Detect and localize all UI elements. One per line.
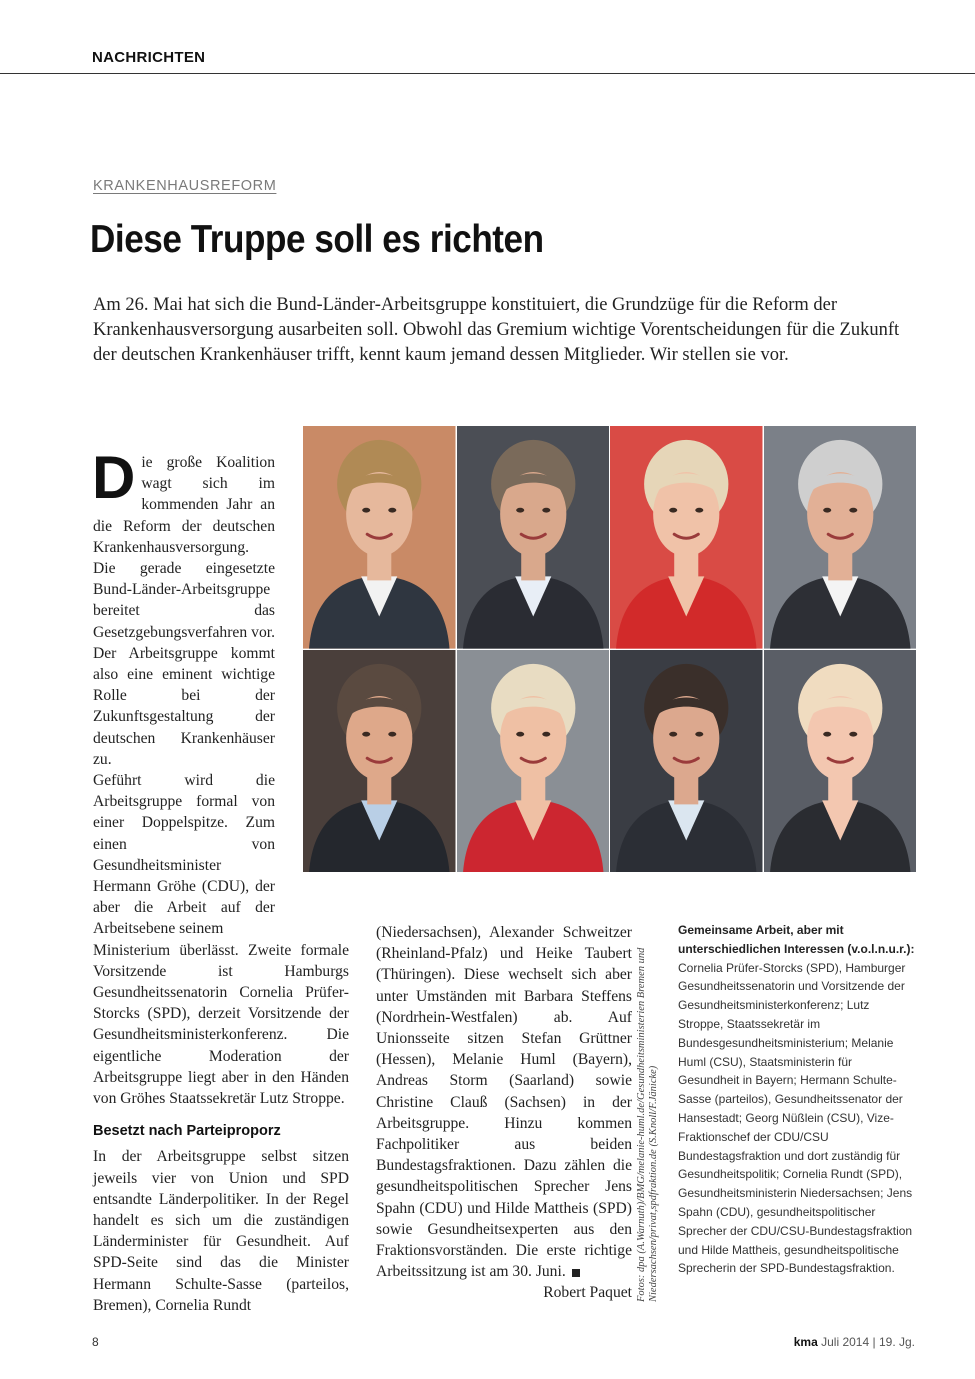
paragraph-leadership-wide: Ministerium überlässt. Zweite formale Vorsitzende ist Hamburgs Gesundheitssenatorin Cornelia Prüfer-Storcks (SPD), derzeit Vorsitzende der Gesundheitsministerkonferenz. Die eigentliche Moderation der Arbeitsgruppe liegt aber in den Händen von Gröhes Staatssekretär Lutz Stroppe. (93, 941, 349, 1108)
paragraph-members-continued: (Niedersachsen), Alexander Schweitzer (Rheinland-Pfalz) und Heike Taubert (Thüringen). Diese wechselt sich aber unter Umständen mit Barbara Steffens (Nordrhein-Westfalen) ab. Auf Unionsseite sitzen Stefan Grüttner (Hessen), Melanie Huml (Bayern), Andreas Storm (Saarland) sowie Christine Clauß (Sachsen) in der Arbeitsgruppe. Hinzu kommen Fachpolitiker aus beiden Bundestagsfraktionen. Dazu zählen die gesundheitspolitischen Sprecher Jens Spahn (CDU) und Hilde Mattheis (SPD) sowie Gesundheitsexperten aus den Fraktionsvorständen. Die erste richtige Arbeitssitzung ist am 30. Juni. (376, 924, 632, 1281)
portrait-photo (457, 426, 610, 649)
brand-logo: kma (793, 1335, 818, 1349)
article-lead: Am 26. Mai hat sich die Bund-Länder-Arbeitsgruppe konstituiert, die Grundzüge für die Reform der Krankenhausversorgung ausarbeiten soll. Obwohl das Gremium wichtige Vorentscheidungen für die Zukunft der deutschen Krankenhäuser trifft, kennt kaum jemand dessen Mitglieder. Wir stellen sie vor. (93, 295, 900, 365)
section-label: NACHRICHTEN (92, 49, 206, 66)
article-subhead: Besetzt nach Parteiproporz (93, 1123, 281, 1140)
caption-text: Cornelia Prüfer-Storcks (SPD), Hamburger Gesundheitssenatorin und Vorsitzende der Gesundheitsministerkonferenz; Lutz Stroppe, Staatssekretär im Bundesgesundheitsministerium; Melanie Huml (CSU), Staatsministerin für Gesundheit in Bayern; Hermann Schulte-Sasse (parteilos), Gesundheitssenator der Hansestadt; Georg Nüßlein (CSU), Vize-Fraktionschef der CDU/CSU Bundestagsfraktion und dort zuständig für Gesundheitspolitik; Cornelia Rundt (SPD), Gesundheitsministerin Niedersachsen; Jens Spahn (CDU), gesundheitspolitischer Sprecher der CDU/CSU-Bundestagsfraktion und Hilde Mattheis, gesundheitspolitische Sprecherin der SPD-Bundestagsfraktion. (678, 960, 913, 1276)
paragraph-intro: ie große Koalition wagt sich im kommenden Jahr an die Reform der deutschen Krankenhausversorgung. Die gerade eingesetzte Bund-Länder-Arbeitsgruppe bereitet das Gesetzgebungsverfahren vor. Der Arbeitsgruppe kommt also eine eminent wichtige Rolle bei der Zukunftsgestaltung der deutschen Krankenhäuser zu. (93, 454, 275, 768)
article-column-1-top (92, 444, 275, 770)
portrait-photo (764, 426, 917, 649)
end-mark (572, 1269, 580, 1277)
portrait-photo (764, 650, 917, 873)
volume: 19. Jg. (878, 1335, 915, 1349)
article-author: Robert Paquet (543, 1284, 632, 1302)
photo-caption (678, 921, 916, 1278)
paragraph-leadership-narrow: Geführt wird die Arbeitsgruppe formal von einer Doppelspitze. Zum einen von Gesundheitsminister Hermann Gröhe (CDU), der aber die Arbeit auf der Arbeitsebene seinem (93, 772, 275, 938)
article-column-2 (376, 922, 632, 1304)
portrait-photo (303, 650, 456, 873)
portrait-photo (610, 426, 763, 649)
dropcap: D (92, 444, 136, 511)
footer-issue-info (794, 1335, 915, 1349)
article-kicker: KRANKENHAUSREFORM (93, 178, 277, 194)
portrait-photo (610, 650, 763, 873)
header-rule (0, 73, 975, 74)
caption-title: Gemeinsame Arbeit, aber mit unterschiedlichen Interessen (v.o.l.n.u.r.): (678, 923, 915, 956)
page-number: 8 (92, 1335, 99, 1349)
portrait-grid (303, 426, 916, 872)
article-headline: Diese Truppe soll es richten (90, 218, 544, 261)
photo-credit: Fotos: dpa (A.Warnuth)/BMG/melanie-huml.de/Gesundheitsministerien Bremen und Niedersachsen/privat,spdfraktion.de (S.Knoll/F.Jänicke) (636, 947, 659, 1302)
footer-separator: | (872, 1335, 876, 1349)
paragraph-members: In der Arbeitsgruppe selbst sitzen jeweils vier von Union und SPD entsandte Länderpolitiker. In der Regel handelt es sich um die zuständigen Länderminister für Gesundheit. Auf SPD-Seite sind das die Minister Hermann Schulte-Sasse (parteilos, Bremen), Cornelia Rundt (93, 1148, 349, 1314)
portrait-photo (457, 650, 610, 873)
issue-date: Juli 2014 (821, 1335, 870, 1349)
portrait-photo (303, 426, 456, 649)
